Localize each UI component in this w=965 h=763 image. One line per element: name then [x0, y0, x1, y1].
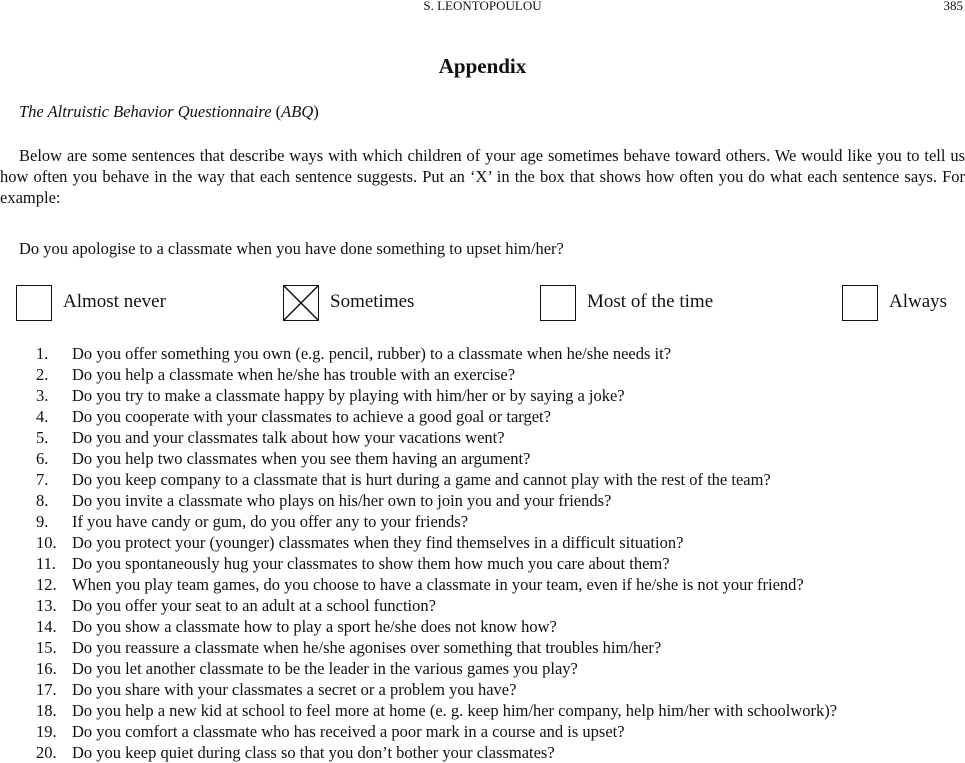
item-text: Do you cooperate with your classmates to achieve a good goal or target?: [72, 407, 551, 426]
item-number: 7.: [36, 470, 49, 489]
running-head: [0, 0, 965, 16]
questionnaire-acronym: ABQ: [281, 102, 314, 121]
item-text: Do you help a classmate when he/she has trouble with an exercise?: [72, 365, 516, 384]
scale-option-label: Most of the time: [587, 291, 714, 312]
x-mark-icon: [284, 286, 318, 320]
checkbox[interactable]: [16, 285, 52, 321]
item-text: Do you show a classmate how to play a sport he/she does not know how?: [72, 617, 557, 636]
item-number: 17.: [36, 680, 57, 699]
list-item: [0, 595, 965, 616]
item-text: Do you spontaneously hug your classmates to show them how much you care about them?: [72, 554, 670, 573]
list-item: [0, 427, 965, 448]
scale-option-label: Almost never: [63, 291, 166, 312]
item-number: 5.: [36, 428, 49, 447]
list-item: [0, 700, 965, 721]
item-text: Do you share with your classmates a secret or a problem you have?: [72, 680, 517, 699]
list-item: [0, 574, 965, 595]
list-item: [0, 448, 965, 469]
appendix-heading: Appendix: [438, 54, 527, 78]
item-number: 3.: [36, 386, 49, 405]
item-number: 15.: [36, 638, 57, 657]
response-scale: [0, 285, 965, 323]
list-item: [0, 511, 965, 532]
item-number: 12.: [36, 575, 57, 594]
checkbox[interactable]: [842, 285, 878, 321]
item-number: 6.: [36, 449, 49, 468]
list-item: [0, 343, 965, 364]
questionnaire-items: [0, 343, 965, 763]
scale-option-label: Always: [889, 291, 948, 312]
list-item: [0, 742, 965, 763]
item-number: 2.: [36, 365, 49, 384]
list-item: [0, 532, 965, 553]
item-text: When you play team games, do you choose to have a classmate in your team, even if he/she is not your friend?: [72, 575, 804, 594]
questionnaire-title: [19, 102, 319, 122]
item-number: 14.: [36, 617, 57, 636]
instructions-paragraph: Below are some sentences that describe ways with which children of your age sometimes behave toward others. We would like you to tell us how often you behave in the way that each sentence suggests. Put an ‘X’ in the box that shows how often you do what each sentence says. For example:: [0, 146, 965, 207]
item-number: 11.: [36, 554, 57, 573]
checkbox[interactable]: [540, 285, 576, 321]
list-item: [0, 469, 965, 490]
item-text: Do you help two classmates when you see them having an argument?: [72, 449, 531, 468]
example-question: Do you apologise to a classmate when you have done something to upset him/her?: [19, 239, 564, 258]
item-number: 13.: [36, 596, 57, 615]
list-item: [0, 679, 965, 700]
item-number: 9.: [36, 512, 49, 531]
list-item: [0, 490, 965, 511]
item-text: Do you offer your seat to an adult at a school function?: [72, 596, 436, 615]
list-item: [0, 721, 965, 742]
item-number: 10.: [36, 533, 57, 552]
item-text: Do you help a new kid at school to feel more at home (e. g. keep him/her company, help him/her with schoolwork)?: [72, 701, 838, 720]
item-text: Do you and your classmates talk about how your vacations went?: [72, 428, 505, 447]
item-text: Do you try to make a classmate happy by playing with him/her or by saying a joke?: [72, 386, 625, 405]
item-text: Do you let another classmate to be the leader in the various games you play?: [72, 659, 578, 678]
paren-open: (: [271, 102, 282, 121]
item-text: Do you keep quiet during class so that you don’t bother your classmates?: [72, 743, 555, 762]
item-number: 4.: [36, 407, 49, 426]
running-head-author: S. LEONTOPOULOU: [423, 0, 542, 13]
item-text: Do you comfort a classmate who has received a poor mark in a course and is upset?: [72, 722, 625, 741]
checkbox-checked[interactable]: [283, 285, 319, 321]
item-number: 20.: [36, 743, 57, 762]
item-number: 1.: [36, 344, 49, 363]
list-item: [0, 658, 965, 679]
list-item: [0, 616, 965, 637]
scale-option-label: Sometimes: [330, 291, 415, 312]
page-number: 385: [943, 0, 963, 13]
item-text: Do you offer something you own (e.g. pencil, rubber) to a classmate when he/she needs it?: [72, 344, 672, 363]
list-item: [0, 637, 965, 658]
list-item: [0, 364, 965, 385]
list-item: [0, 406, 965, 427]
item-text: Do you protect your (younger) classmates when they find themselves in a difficult situation?: [72, 533, 684, 552]
item-text: Do you invite a classmate who plays on his/her own to join you and your friends?: [72, 491, 612, 510]
list-item: [0, 553, 965, 574]
item-text: If you have candy or gum, do you offer any to your friends?: [72, 512, 469, 531]
item-number: 16.: [36, 659, 57, 678]
item-text: Do you reassure a classmate when he/she agonises over something that troubles him/her?: [72, 638, 662, 657]
paren-close: ): [313, 102, 319, 121]
item-number: 18.: [36, 701, 57, 720]
item-number: 19.: [36, 722, 57, 741]
list-item: [0, 385, 965, 406]
item-text: Do you keep company to a classmate that is hurt during a game and cannot play with the rest of the team?: [72, 470, 771, 489]
questionnaire-title-text: The Altruistic Behavior Questionnaire: [19, 102, 272, 121]
item-number: 8.: [36, 491, 49, 510]
